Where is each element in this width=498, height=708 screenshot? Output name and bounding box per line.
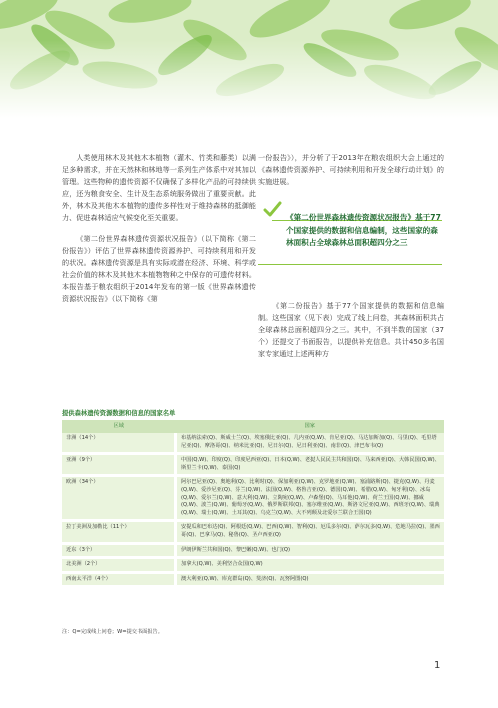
countries-cell: 阿尔巴尼亚(Q)、奥地利(Q)、比利时(Q)、保加利亚(Q,W)、克罗地亚(Q,W)、塞浦路斯(Q)、捷克(Q,W)、丹麦(Q,W)、爱沙尼亚(Q)、芬兰(Q,W)、法国(Q,W)、格鲁吉亚(Q)、德国(Q,W)、希腊(Q,W)、匈牙利(Q)、冰岛(Q,W)、爱尔兰(Q,W)、意大利(Q,W)、立陶宛(Q,W)、卢森堡(Q)、马耳他(Q,W)、荷兰王国(Q,W)、挪威(Q,W)、波兰(Q,W)、葡萄牙(Q,W)、俄罗斯联邦(Q)、塞尔维亚(Q,W)、斯洛文尼亚(Q,W)、西班牙(Q,W)、瑞典(Q,W)、瑞士(Q,W)、土耳其(Q)、乌克兰(Q,W)、大不列颠及北爱尔兰联合王国(Q) (176, 476, 445, 521)
table-row (62, 572, 444, 587)
table-row (62, 558, 444, 573)
countries-cell: 布基纳法索(Q)、斯威士兰(Q)、埃塞俄比亚(Q)、几内亚(Q,W)、肯尼亚(Q)、马达加斯加(Q)、马里(Q)、毛里塔尼亚(Q)、摩洛哥(Q)、纳米比亚(Q)、尼日尔(Q)、尼日利亚(Q)、南非(Q)、津巴布韦(Q) (176, 433, 445, 454)
region-cell: 非洲（14个） (62, 433, 176, 454)
body-paragraph-continued: 一份报告》），并分析了于2013年在粮农组织大会上通过的《森林遗传资源养护、可持续利用和开发全球行动计划》的实施进展。 (258, 153, 444, 187)
table-row (62, 476, 444, 521)
countries-cell: 伊朗伊斯兰共和国(Q)、黎巴嫩(Q,W)、也门(Q) (176, 543, 445, 558)
body-paragraph-2: 《第二份世界森林遗传资源状况报告》（以下简称《第二份报告》）评估了世界森林遗传资源养护、可持续利用和开发的状况。森林遗传资源是具有实际或潜在经济、环境、科学或社会价值的林木及其他木本植物物种之中保存的可遗传材料。本报告基于粮农组织于2014年发布的第一版《世界森林遗传资源状况报告》（以下简称《第 (62, 233, 256, 304)
countries-cell: 澳大利亚(Q,W)、库克群岛(Q)、斐济(Q)、瓦努阿图(Q) (176, 572, 445, 587)
table-row (62, 433, 444, 454)
body-column-left (62, 152, 256, 313)
leaf-illustration (0, 0, 498, 118)
region-cell: 北美洲（2个） (62, 558, 176, 573)
countries-cell: 加拿大(Q,W)、美利坚合众国(Q,W) (176, 558, 445, 573)
header-countries: 国家 (176, 420, 445, 433)
body-paragraph-1: 人类使用林木及其他木本植物（灌木、竹类和藤类）以满足多种需求，并在天然林和林地等一系列生产体系中对其加以管理。这些物种的遗传资源不仅确保了多样化产品的可持续供应，还为粮食安全、生计及生态系统服务做出了重要贡献。此外，林木及其他木本植物的遗传多样性对于维持森林的抵御能力、促进森林适应气候变化至关重要。 (62, 153, 256, 223)
body-column-right-bottom (258, 300, 444, 368)
body-column-right-top (258, 152, 444, 196)
region-cell: 欧洲（34个） (62, 476, 176, 521)
pull-quote-rule-bottom (258, 264, 442, 265)
pull-quote (258, 192, 444, 264)
table-row (62, 543, 444, 558)
check-mark-icon (262, 200, 282, 220)
pull-quote-text: 《第二份世界森林遗传资源状况报告》基于77个国家提供的数据和信息编制，这些国家的森林面积占全球森林总面积超四分之三 (286, 213, 441, 247)
table-title: 提供森林遗传资源数据和信息的国家名单 (62, 410, 176, 417)
region-cell: 西南太平洋（4个） (62, 572, 176, 587)
table-header-row (62, 420, 444, 433)
page-number: 1 (434, 660, 441, 671)
region-cell: 近东（3个） (62, 543, 176, 558)
header-region: 区域 (62, 420, 176, 433)
region-cell: 拉丁美洲及加勒比（11个） (62, 521, 176, 543)
countries-table (62, 420, 444, 588)
table-row (62, 521, 444, 543)
table-row (62, 454, 444, 476)
region-cell: 亚洲（9个） (62, 454, 176, 476)
countries-cell: 安提瓜和巴布达(Q)、阿根廷(Q,W)、巴西(Q,W)、智利(Q)、厄瓜多尔(Q)、萨尔瓦多(Q,W)、危地马拉(Q)、墨西哥(Q)、巴拿马(Q)、秘鲁(Q)、圣卢西亚(Q) (176, 521, 445, 543)
table-note: 注：Q=完成线上问卷；W=提交书面报告。 (62, 629, 163, 635)
body-paragraph-3: 《第二份报告》基于77个国家提供的数据和信息编制。这些国家（见下表）完成了线上问卷，其森林面积共占全球森林总面积超四分之三。其中，不到半数的国家（37个）还提交了书面报告，以提供补充信息。共计450多名国家专家通过上述两种方 (258, 301, 444, 359)
countries-cell: 中国(Q,W)、印度(Q)、印度尼西亚(Q)、日本(Q,W)、老挝人民民主共和国(Q)、马来西亚(Q)、大韩民国(Q,W)、斯里兰卡(Q,W)、泰国(Q) (176, 454, 445, 476)
leaf-header-band (0, 0, 498, 118)
